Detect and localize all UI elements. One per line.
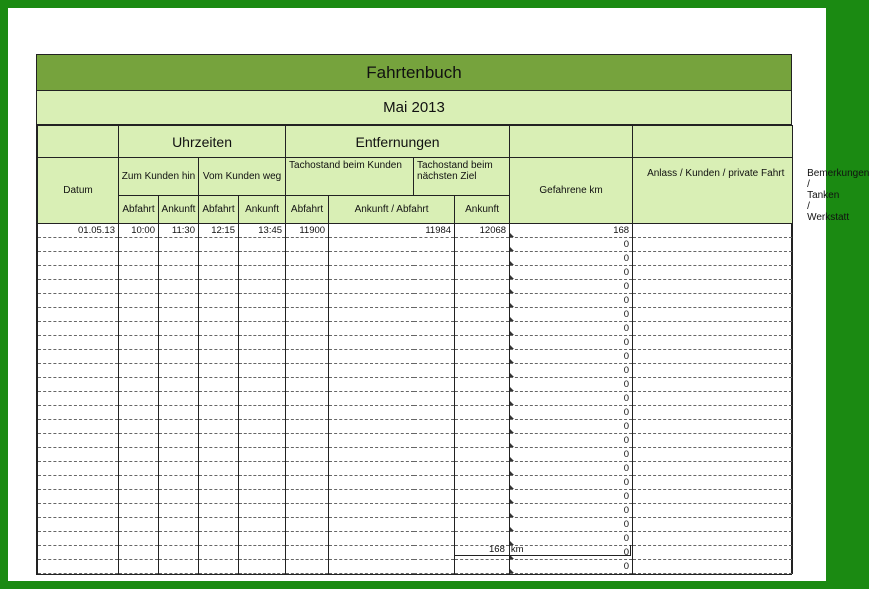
- cell-weg-abfahrt[interactable]: [199, 308, 239, 322]
- cell-hin-abfahrt[interactable]: [119, 308, 159, 322]
- cell-weg-abfahrt[interactable]: [199, 448, 239, 462]
- header-datum: Datum: [38, 158, 119, 224]
- cell-weg-ankunft[interactable]: [239, 336, 286, 350]
- cell-tacho-abfahrt[interactable]: [286, 266, 329, 280]
- cell-hin-abfahrt[interactable]: [119, 546, 159, 560]
- header-vom-kunden-weg: Vom Kunden weg: [199, 158, 286, 196]
- cell-gefahrene-km[interactable]: 0: [510, 434, 633, 448]
- cell-gefahrene-km[interactable]: 0: [510, 294, 633, 308]
- cell-weg-abfahrt[interactable]: [199, 462, 239, 476]
- cell-tacho-ankunft[interactable]: [455, 322, 510, 336]
- cell-tacho-abfahrt[interactable]: [286, 546, 329, 560]
- cell-tacho-ankunft[interactable]: [455, 266, 510, 280]
- cell-weg-abfahrt[interactable]: [199, 518, 239, 532]
- cell-tacho-ankunft[interactable]: [455, 406, 510, 420]
- cell-tacho-ankunft-abfahrt[interactable]: [329, 476, 455, 490]
- section-entfernungen: Entfernungen: [286, 126, 510, 158]
- cell-hin-ankunft[interactable]: [159, 350, 199, 364]
- cell-tacho-abfahrt[interactable]: [286, 280, 329, 294]
- cell-tacho-ankunft-abfahrt[interactable]: [329, 462, 455, 476]
- cell-gefahrene-km[interactable]: 0: [510, 364, 633, 378]
- cell-anlass[interactable]: [633, 308, 793, 322]
- cell-hin-abfahrt[interactable]: [119, 350, 159, 364]
- cell-hin-ankunft[interactable]: 11:30: [159, 224, 199, 238]
- cell-hin-abfahrt[interactable]: [119, 392, 159, 406]
- cell-tacho-ankunft-abfahrt[interactable]: [329, 546, 455, 560]
- table-row: [38, 504, 793, 518]
- cell-hin-abfahrt[interactable]: [119, 294, 159, 308]
- cell-gefahrene-km[interactable]: 0: [510, 350, 633, 364]
- cell-anlass[interactable]: [633, 392, 793, 406]
- cell-weg-abfahrt[interactable]: [199, 294, 239, 308]
- cell-gefahrene-km[interactable]: 0: [510, 378, 633, 392]
- cell-hin-abfahrt[interactable]: [119, 322, 159, 336]
- cell-tacho-ankunft-abfahrt[interactable]: [329, 392, 455, 406]
- table-row: [38, 224, 793, 238]
- table-row: [38, 434, 793, 448]
- cell-weg-abfahrt[interactable]: [199, 280, 239, 294]
- cell-weg-ankunft[interactable]: [239, 420, 286, 434]
- cell-datum[interactable]: [38, 336, 119, 350]
- cell-tacho-ankunft-abfahrt[interactable]: [329, 364, 455, 378]
- cell-weg-abfahrt[interactable]: [199, 350, 239, 364]
- cell-weg-ankunft[interactable]: [239, 378, 286, 392]
- cell-tacho-ankunft-abfahrt[interactable]: [329, 308, 455, 322]
- cell-tacho-ankunft[interactable]: [455, 462, 510, 476]
- cell-hin-ankunft[interactable]: [159, 504, 199, 518]
- page-title: Fahrtenbuch: [37, 55, 791, 91]
- table-row: [38, 280, 793, 294]
- cell-tacho-abfahrt[interactable]: [286, 322, 329, 336]
- cell-weg-ankunft[interactable]: [239, 462, 286, 476]
- cell-hin-ankunft[interactable]: [159, 448, 199, 462]
- cell-hin-ankunft[interactable]: [159, 532, 199, 546]
- cell-gefahrene-km[interactable]: 0: [510, 462, 633, 476]
- cell-hin-ankunft[interactable]: [159, 280, 199, 294]
- cell-weg-abfahrt[interactable]: [199, 364, 239, 378]
- cell-weg-ankunft[interactable]: [239, 280, 286, 294]
- cell-weg-ankunft[interactable]: [239, 448, 286, 462]
- cell-anlass[interactable]: [633, 252, 793, 266]
- cell-datum[interactable]: [38, 504, 119, 518]
- cell-weg-abfahrt[interactable]: [199, 420, 239, 434]
- cell-datum[interactable]: [38, 378, 119, 392]
- cell-hin-ankunft[interactable]: [159, 364, 199, 378]
- cell-hin-abfahrt[interactable]: [119, 238, 159, 252]
- table-row: [38, 308, 793, 322]
- cell-hin-ankunft[interactable]: [159, 322, 199, 336]
- header-ankunft: Ankunft: [239, 195, 286, 223]
- header-ankunft: Ankunft: [159, 195, 199, 223]
- cell-anlass[interactable]: [633, 266, 793, 280]
- cell-weg-abfahrt[interactable]: [199, 532, 239, 546]
- header-ankunft-abfahrt: Ankunft / Abfahrt: [329, 195, 455, 223]
- cell-weg-abfahrt[interactable]: [199, 476, 239, 490]
- cell-weg-abfahrt[interactable]: 12:15: [199, 224, 239, 238]
- cell-tacho-ankunft-abfahrt[interactable]: [329, 294, 455, 308]
- cell-hin-ankunft[interactable]: [159, 420, 199, 434]
- cell-hin-abfahrt[interactable]: [119, 420, 159, 434]
- cell-anlass[interactable]: [633, 560, 793, 574]
- cell-anlass[interactable]: [633, 490, 793, 504]
- cell-weg-ankunft[interactable]: [239, 560, 286, 574]
- cell-tacho-abfahrt[interactable]: [286, 532, 329, 546]
- cell-tacho-ankunft-abfahrt[interactable]: [329, 434, 455, 448]
- cell-weg-ankunft[interactable]: [239, 266, 286, 280]
- cell-tacho-ankunft-abfahrt[interactable]: [329, 406, 455, 420]
- table-row: [38, 238, 793, 252]
- cell-tacho-ankunft-abfahrt[interactable]: [329, 238, 455, 252]
- cell-weg-abfahrt[interactable]: [199, 560, 239, 574]
- cell-hin-abfahrt[interactable]: [119, 364, 159, 378]
- cell-anlass[interactable]: [633, 420, 793, 434]
- cell-weg-ankunft[interactable]: [239, 322, 286, 336]
- cell-weg-ankunft[interactable]: [239, 504, 286, 518]
- table-row: [38, 420, 793, 434]
- cell-anlass[interactable]: [633, 364, 793, 378]
- table-row: [38, 266, 793, 280]
- cell-gefahrene-km[interactable]: 0: [510, 532, 633, 546]
- cell-tacho-abfahrt[interactable]: [286, 336, 329, 350]
- cell-datum[interactable]: [38, 322, 119, 336]
- cell-anlass[interactable]: [633, 280, 793, 294]
- cell-tacho-ankunft[interactable]: [455, 490, 510, 504]
- cell-hin-abfahrt[interactable]: [119, 406, 159, 420]
- table-row: [38, 378, 793, 392]
- table-row: [38, 560, 793, 574]
- cell-tacho-ankunft-abfahrt[interactable]: [329, 252, 455, 266]
- cell-weg-abfahrt[interactable]: [199, 434, 239, 448]
- table-row: [38, 364, 793, 378]
- cell-weg-abfahrt[interactable]: [199, 504, 239, 518]
- cell-datum[interactable]: [38, 308, 119, 322]
- cell-tacho-ankunft-abfahrt[interactable]: [329, 518, 455, 532]
- cell-weg-ankunft[interactable]: 13:45: [239, 224, 286, 238]
- cell-tacho-abfahrt[interactable]: 11900: [286, 224, 329, 238]
- cell-datum[interactable]: [38, 252, 119, 266]
- cell-tacho-ankunft-abfahrt[interactable]: [329, 336, 455, 350]
- cell-gefahrene-km[interactable]: 0: [510, 518, 633, 532]
- cell-tacho-ankunft[interactable]: [455, 420, 510, 434]
- cell-weg-ankunft[interactable]: [239, 546, 286, 560]
- header-tacho-naechstes-ziel: Tachostand beim nächsten Ziel: [414, 158, 510, 196]
- cell-hin-ankunft[interactable]: [159, 518, 199, 532]
- cell-anlass[interactable]: [633, 238, 793, 252]
- cell-hin-ankunft[interactable]: [159, 490, 199, 504]
- cell-anlass[interactable]: [633, 532, 793, 546]
- cell-tacho-ankunft-abfahrt[interactable]: [329, 378, 455, 392]
- cell-tacho-abfahrt[interactable]: [286, 294, 329, 308]
- cell-anlass[interactable]: [633, 224, 793, 238]
- cell-tacho-ankunft[interactable]: [455, 560, 510, 574]
- cell-tacho-ankunft[interactable]: [455, 350, 510, 364]
- cell-anlass[interactable]: [633, 476, 793, 490]
- cell-tacho-ankunft[interactable]: [455, 448, 510, 462]
- cell-anlass[interactable]: [633, 322, 793, 336]
- cell-hin-ankunft[interactable]: [159, 336, 199, 350]
- cell-tacho-ankunft[interactable]: [455, 434, 510, 448]
- cell-weg-ankunft[interactable]: [239, 308, 286, 322]
- cell-datum[interactable]: [38, 546, 119, 560]
- cell-tacho-ankunft[interactable]: [455, 378, 510, 392]
- cell-weg-abfahrt[interactable]: [199, 336, 239, 350]
- cell-hin-ankunft[interactable]: [159, 266, 199, 280]
- cell-tacho-abfahrt[interactable]: [286, 504, 329, 518]
- total-km-unit: km: [510, 544, 524, 555]
- cell-tacho-abfahrt[interactable]: [286, 518, 329, 532]
- cell-anlass[interactable]: [633, 546, 793, 560]
- month-label: Mai 2013: [37, 91, 791, 125]
- header-tacho-beim-kunden: Tachostand beim Kunden: [286, 158, 414, 196]
- cell-anlass[interactable]: [633, 336, 793, 350]
- cell-hin-ankunft[interactable]: [159, 560, 199, 574]
- section-uhrzeiten: Uhrzeiten: [119, 126, 286, 158]
- cell-hin-abfahrt[interactable]: [119, 434, 159, 448]
- cell-weg-ankunft[interactable]: [239, 490, 286, 504]
- cell-gefahrene-km[interactable]: 0: [510, 238, 633, 252]
- cell-gefahrene-km[interactable]: 0: [510, 448, 633, 462]
- cell-tacho-ankunft-abfahrt[interactable]: [329, 532, 455, 546]
- cell-tacho-abfahrt[interactable]: [286, 420, 329, 434]
- table-row: [38, 406, 793, 420]
- cell-weg-ankunft[interactable]: [239, 476, 286, 490]
- cell-hin-abfahrt[interactable]: [119, 378, 159, 392]
- cell-datum[interactable]: [38, 420, 119, 434]
- cell-tacho-abfahrt[interactable]: [286, 434, 329, 448]
- cell-anlass[interactable]: [633, 518, 793, 532]
- cell-tacho-abfahrt[interactable]: [286, 378, 329, 392]
- cell-weg-abfahrt[interactable]: [199, 266, 239, 280]
- cell-tacho-ankunft-abfahrt[interactable]: [329, 420, 455, 434]
- table-row: [38, 336, 793, 350]
- sheet: [8, 8, 869, 581]
- table-row: [38, 448, 793, 462]
- cell-tacho-abfahrt[interactable]: [286, 560, 329, 574]
- cell-hin-ankunft[interactable]: [159, 476, 199, 490]
- cell-gefahrene-km[interactable]: 168: [510, 224, 633, 238]
- cell-gefahrene-km[interactable]: 0: [510, 476, 633, 490]
- table-row: [38, 322, 793, 336]
- cell-tacho-ankunft[interactable]: [455, 364, 510, 378]
- cell-hin-abfahrt[interactable]: [119, 518, 159, 532]
- cell-weg-ankunft[interactable]: [239, 518, 286, 532]
- table-row: [38, 546, 793, 560]
- cell-datum[interactable]: [38, 532, 119, 546]
- cell-datum[interactable]: [38, 294, 119, 308]
- cell-anlass[interactable]: [633, 462, 793, 476]
- cell-hin-abfahrt[interactable]: 10:00: [119, 224, 159, 238]
- cell-hin-abfahrt[interactable]: [119, 252, 159, 266]
- cell-hin-abfahrt[interactable]: [119, 462, 159, 476]
- cell-hin-ankunft[interactable]: [159, 434, 199, 448]
- cell-datum[interactable]: [38, 350, 119, 364]
- cell-weg-abfahrt[interactable]: [199, 322, 239, 336]
- cell-datum[interactable]: [38, 518, 119, 532]
- cell-tacho-ankunft[interactable]: [455, 294, 510, 308]
- cell-gefahrene-km[interactable]: 0: [510, 406, 633, 420]
- cell-weg-ankunft[interactable]: [239, 392, 286, 406]
- cell-gefahrene-km[interactable]: 0: [510, 266, 633, 280]
- cell-tacho-ankunft-abfahrt[interactable]: [329, 560, 455, 574]
- cell-hin-ankunft[interactable]: [159, 392, 199, 406]
- cell-tacho-ankunft-abfahrt[interactable]: [329, 280, 455, 294]
- cell-gefahrene-km[interactable]: 0: [510, 504, 633, 518]
- cell-gefahrene-km[interactable]: 0: [510, 420, 633, 434]
- cell-tacho-abfahrt[interactable]: [286, 462, 329, 476]
- cell-tacho-ankunft[interactable]: [455, 518, 510, 532]
- cell-datum[interactable]: [38, 560, 119, 574]
- cell-gefahrene-km[interactable]: 0: [510, 560, 633, 574]
- cell-gefahrene-km[interactable]: 0: [510, 336, 633, 350]
- cell-hin-abfahrt[interactable]: [119, 280, 159, 294]
- cell-tacho-ankunft[interactable]: 12068: [455, 224, 510, 238]
- header-gefahrene-km: Gefahrene km: [510, 158, 633, 224]
- header-anlass: Anlass / Kunden / private Fahrt: [633, 158, 793, 224]
- cell-tacho-ankunft-abfahrt[interactable]: [329, 322, 455, 336]
- cell-datum[interactable]: [38, 490, 119, 504]
- total-km-value: 168: [489, 544, 505, 555]
- cell-hin-abfahrt[interactable]: [119, 490, 159, 504]
- cell-hin-abfahrt[interactable]: [119, 336, 159, 350]
- cell-weg-abfahrt[interactable]: [199, 546, 239, 560]
- cell-tacho-abfahrt[interactable]: [286, 252, 329, 266]
- cell-gefahrene-km[interactable]: 0: [510, 490, 633, 504]
- table-row: [38, 392, 793, 406]
- cell-tacho-ankunft-abfahrt[interactable]: [329, 490, 455, 504]
- cell-tacho-ankunft[interactable]: [455, 252, 510, 266]
- cell-datum[interactable]: [38, 364, 119, 378]
- cell-datum[interactable]: [38, 238, 119, 252]
- cell-datum[interactable]: [38, 476, 119, 490]
- cell-weg-ankunft[interactable]: [239, 434, 286, 448]
- header-ankunft: Ankunft: [455, 195, 510, 223]
- table-row: [38, 294, 793, 308]
- cell-tacho-abfahrt[interactable]: [286, 238, 329, 252]
- cell-tacho-ankunft-abfahrt[interactable]: 11984: [329, 224, 455, 238]
- cell-anlass[interactable]: [633, 294, 793, 308]
- cell-hin-abfahrt[interactable]: [119, 266, 159, 280]
- cell-weg-ankunft[interactable]: [239, 252, 286, 266]
- cell-tacho-ankunft[interactable]: [455, 336, 510, 350]
- cell-tacho-abfahrt[interactable]: [286, 406, 329, 420]
- cell-tacho-ankunft[interactable]: [455, 504, 510, 518]
- cell-weg-ankunft[interactable]: [239, 294, 286, 308]
- cell-gefahrene-km[interactable]: 0: [510, 280, 633, 294]
- cell-weg-ankunft[interactable]: [239, 532, 286, 546]
- header-abfahrt: Abfahrt: [286, 195, 329, 223]
- cell-tacho-ankunft[interactable]: [455, 392, 510, 406]
- table-row: [38, 462, 793, 476]
- cell-weg-ankunft[interactable]: [239, 238, 286, 252]
- cell-gefahrene-km[interactable]: 0: [510, 392, 633, 406]
- cell-anlass[interactable]: [633, 378, 793, 392]
- cell-hin-ankunft[interactable]: [159, 238, 199, 252]
- cell-datum[interactable]: [38, 434, 119, 448]
- cell-hin-abfahrt[interactable]: [119, 504, 159, 518]
- table-row: [38, 532, 793, 546]
- cell-hin-ankunft[interactable]: [159, 462, 199, 476]
- header-abfahrt: Abfahrt: [119, 195, 159, 223]
- header-abfahrt: Abfahrt: [199, 195, 239, 223]
- total-km: [454, 545, 631, 556]
- header-zum-kunden-hin: Zum Kunden hin: [119, 158, 199, 196]
- cell-weg-abfahrt[interactable]: [199, 378, 239, 392]
- cell-tacho-abfahrt[interactable]: [286, 490, 329, 504]
- cell-gefahrene-km[interactable]: 0: [510, 308, 633, 322]
- cell-hin-ankunft[interactable]: [159, 294, 199, 308]
- cell-tacho-abfahrt[interactable]: [286, 392, 329, 406]
- logbook-table: Fahrtenbuch Mai 2013 Uhrzeiten Entfernungen Datum Zum Kunden hin Vom Kunden weg Tachostand beim Kunden Tachostand beim nächsten Ziel Gefahrene km Anlass / Kunden / private Fahrt Bemerkungen / Tanken / Werkstatt Abfahrt Ankunft Abfahrt Ankunft Abfahrt Ankunft / Abfahrt Ankunft 01.05.13 10:00 11:30 12:15 13:45 11900 11984 12068 168 0 0 0 0 0 0 0 0 0 0 0 0 0 0 0 0 0 0 0 0 0 0 0 0: [36, 54, 792, 575]
- cell-tacho-abfahrt[interactable]: [286, 350, 329, 364]
- cell-tacho-abfahrt[interactable]: [286, 364, 329, 378]
- cell-anlass[interactable]: [633, 504, 793, 518]
- cell-gefahrene-km[interactable]: 0: [510, 322, 633, 336]
- cell-datum[interactable]: [38, 462, 119, 476]
- cell-datum[interactable]: [38, 392, 119, 406]
- empty-header-cell: [510, 126, 633, 158]
- cell-anlass[interactable]: [633, 448, 793, 462]
- cell-tacho-ankunft-abfahrt[interactable]: [329, 266, 455, 280]
- table-row: [38, 490, 793, 504]
- cell-tacho-ankunft[interactable]: [455, 476, 510, 490]
- cell-weg-ankunft[interactable]: [239, 350, 286, 364]
- cell-weg-ankunft[interactable]: [239, 364, 286, 378]
- cell-gefahrene-km[interactable]: 0: [510, 252, 633, 266]
- cell-anlass[interactable]: [633, 434, 793, 448]
- cell-hin-abfahrt[interactable]: [119, 560, 159, 574]
- cell-tacho-ankunft-abfahrt[interactable]: [329, 350, 455, 364]
- table-row: [38, 476, 793, 490]
- cell-tacho-ankunft[interactable]: [455, 238, 510, 252]
- cell-weg-abfahrt[interactable]: [199, 238, 239, 252]
- cell-hin-ankunft[interactable]: [159, 252, 199, 266]
- cell-datum[interactable]: 01.05.13: [38, 224, 119, 238]
- cell-tacho-abfahrt[interactable]: [286, 308, 329, 322]
- cell-hin-abfahrt[interactable]: [119, 476, 159, 490]
- cell-weg-abfahrt[interactable]: [199, 490, 239, 504]
- cell-weg-abfahrt[interactable]: [199, 406, 239, 420]
- cell-hin-abfahrt[interactable]: [119, 532, 159, 546]
- empty-header-cell: [633, 126, 793, 158]
- cell-tacho-ankunft[interactable]: [455, 308, 510, 322]
- cell-anlass[interactable]: [633, 406, 793, 420]
- cell-tacho-ankunft-abfahrt[interactable]: [329, 504, 455, 518]
- cell-hin-ankunft[interactable]: [159, 406, 199, 420]
- cell-anlass[interactable]: [633, 350, 793, 364]
- table-row: [38, 350, 793, 364]
- cell-hin-ankunft[interactable]: [159, 308, 199, 322]
- cell-tacho-abfahrt[interactable]: [286, 476, 329, 490]
- cell-tacho-ankunft[interactable]: [455, 280, 510, 294]
- cell-weg-ankunft[interactable]: [239, 406, 286, 420]
- cell-tacho-ankunft-abfahrt[interactable]: [329, 448, 455, 462]
- cell-datum[interactable]: [38, 280, 119, 294]
- cell-hin-abfahrt[interactable]: [119, 448, 159, 462]
- table-row: [38, 518, 793, 532]
- cell-datum[interactable]: [38, 448, 119, 462]
- cell-gefahrene-km[interactable]: 0: [510, 546, 633, 560]
- cell-hin-ankunft[interactable]: [159, 546, 199, 560]
- cell-tacho-abfahrt[interactable]: [286, 448, 329, 462]
- empty-header-cell: [38, 126, 119, 158]
- cell-datum[interactable]: [38, 266, 119, 280]
- cell-datum[interactable]: [38, 406, 119, 420]
- cell-weg-abfahrt[interactable]: [199, 392, 239, 406]
- cell-weg-abfahrt[interactable]: [199, 252, 239, 266]
- table-row: [38, 252, 793, 266]
- cell-hin-ankunft[interactable]: [159, 378, 199, 392]
